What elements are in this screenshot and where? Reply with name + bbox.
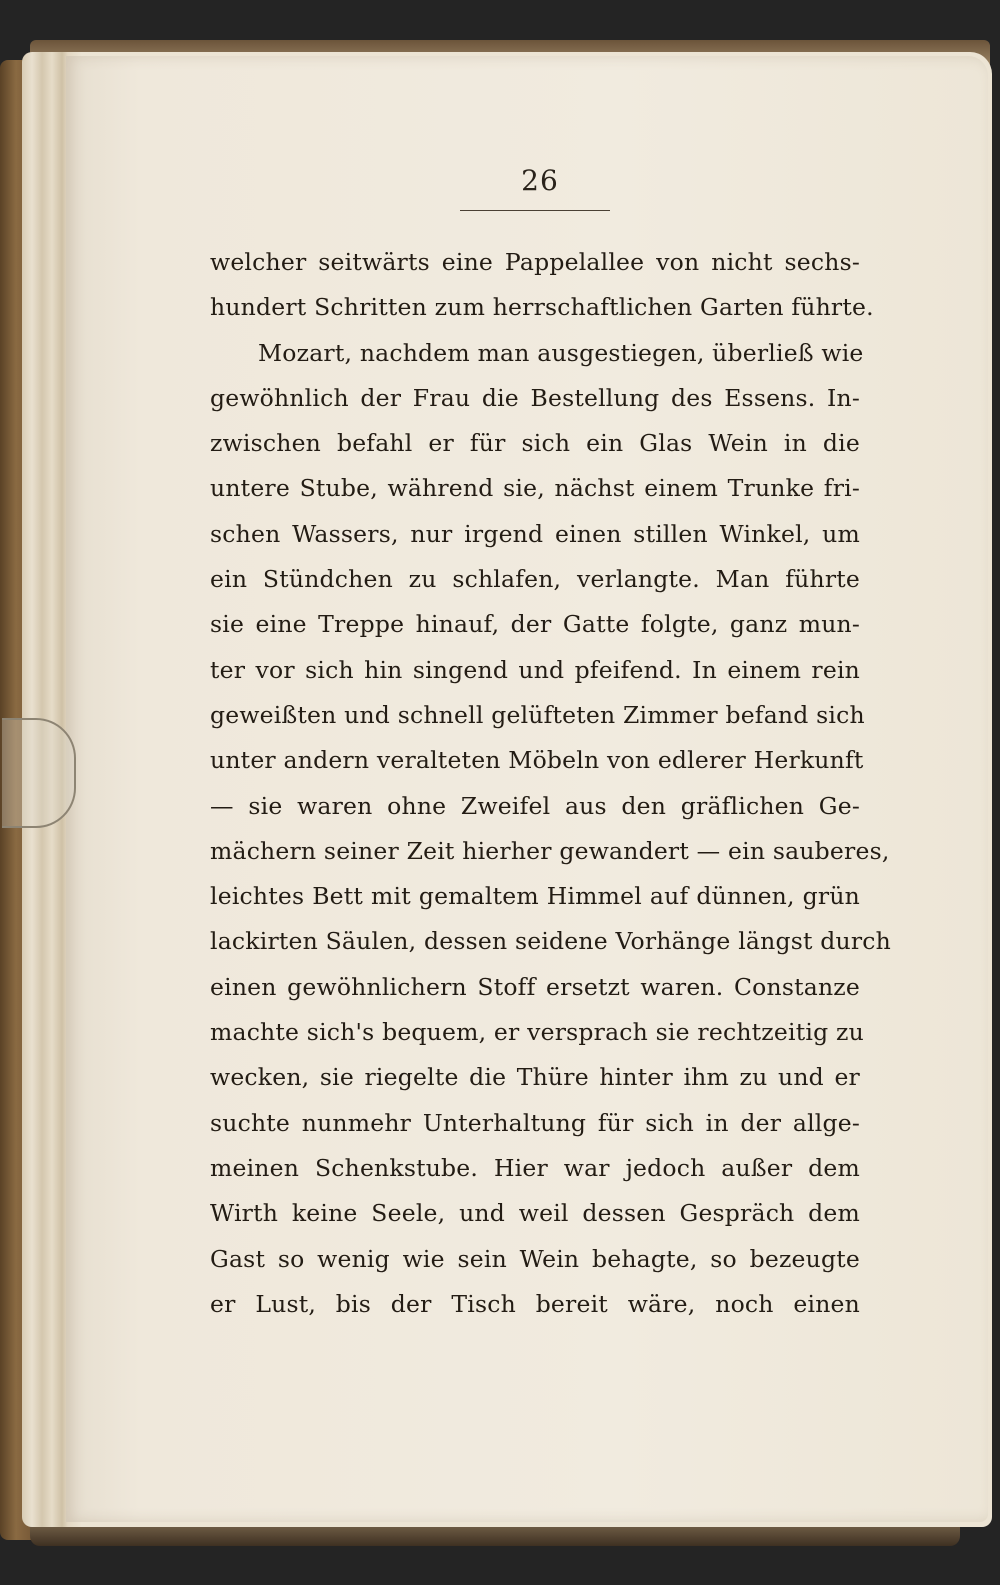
- header-rule: [460, 210, 610, 211]
- text-line: Wirth keine Seele, und weil dessen Gespräch dem: [210, 1199, 860, 1228]
- text-line: welcher seitwärts eine Pappelallee von nicht sechs-: [210, 248, 860, 276]
- text-line: einen gewöhnlichern Stoff ersetzt waren. Constanze: [210, 972, 860, 1001]
- text-line: ein Stündchen zu schlafen, verlangte. Man führte: [210, 565, 860, 594]
- text-line: gewöhnlich der Frau die Bestellung des Essens. In-: [210, 383, 860, 412]
- text-line: untere Stube, während sie, nächst einem Trunke fri-: [210, 474, 860, 503]
- text-line: ter vor sich hin singend und pfeifend. In einem rein: [210, 655, 860, 684]
- text-line: leichtes Bett mit gemaltem Himmel auf dünnen, grün: [210, 882, 860, 911]
- text-line: geweißten und schnell gelüfteten Zimmer befand sich: [210, 700, 865, 729]
- page-clip: [2, 718, 76, 828]
- text-line: Mozart, nachdem man ausgestiegen, überließ wie: [258, 338, 864, 367]
- text-line: sie eine Treppe hinauf, der Gatte folgte, ganz mun-: [210, 610, 860, 639]
- text-line: lackirten Säulen, dessen seidene Vorhänge längst durch: [210, 927, 891, 956]
- text-line: machte sich's bequem, er versprach sie rechtzeitig zu: [210, 1018, 864, 1047]
- text-line: meinen Schenkstube. Hier war jedoch außer dem: [210, 1153, 860, 1182]
- text-line: wecken, sie riegelte die Thüre hinter ihm zu und er: [210, 1063, 860, 1092]
- text-line: zwischen befahl er für sich ein Glas Wein in die: [210, 429, 860, 458]
- text-line: mächern seiner Zeit hierher gewandert — ein sauberes,: [210, 836, 890, 865]
- text-line: Gast so wenig wie sein Wein behagte, so bezeugte: [210, 1244, 860, 1273]
- text-line: unter andern veralteten Möbeln von edlerer Herkunft: [210, 746, 864, 775]
- text-line: suchte nunmehr Unterhaltung für sich in der allge-: [210, 1108, 860, 1137]
- text-line: — sie waren ohne Zweifel aus den gräflichen Ge-: [210, 791, 860, 820]
- text-line: schen Wassers, nur irgend einen stillen Winkel, um: [210, 519, 860, 548]
- text-line: hundert Schritten zum herrschaftlichen Garten führte.: [210, 293, 874, 322]
- page-number: 26: [521, 164, 559, 197]
- body-text: [210, 240, 891, 1327]
- text-line: er Lust, bis der Tisch bereit wäre, noch einen: [210, 1289, 860, 1318]
